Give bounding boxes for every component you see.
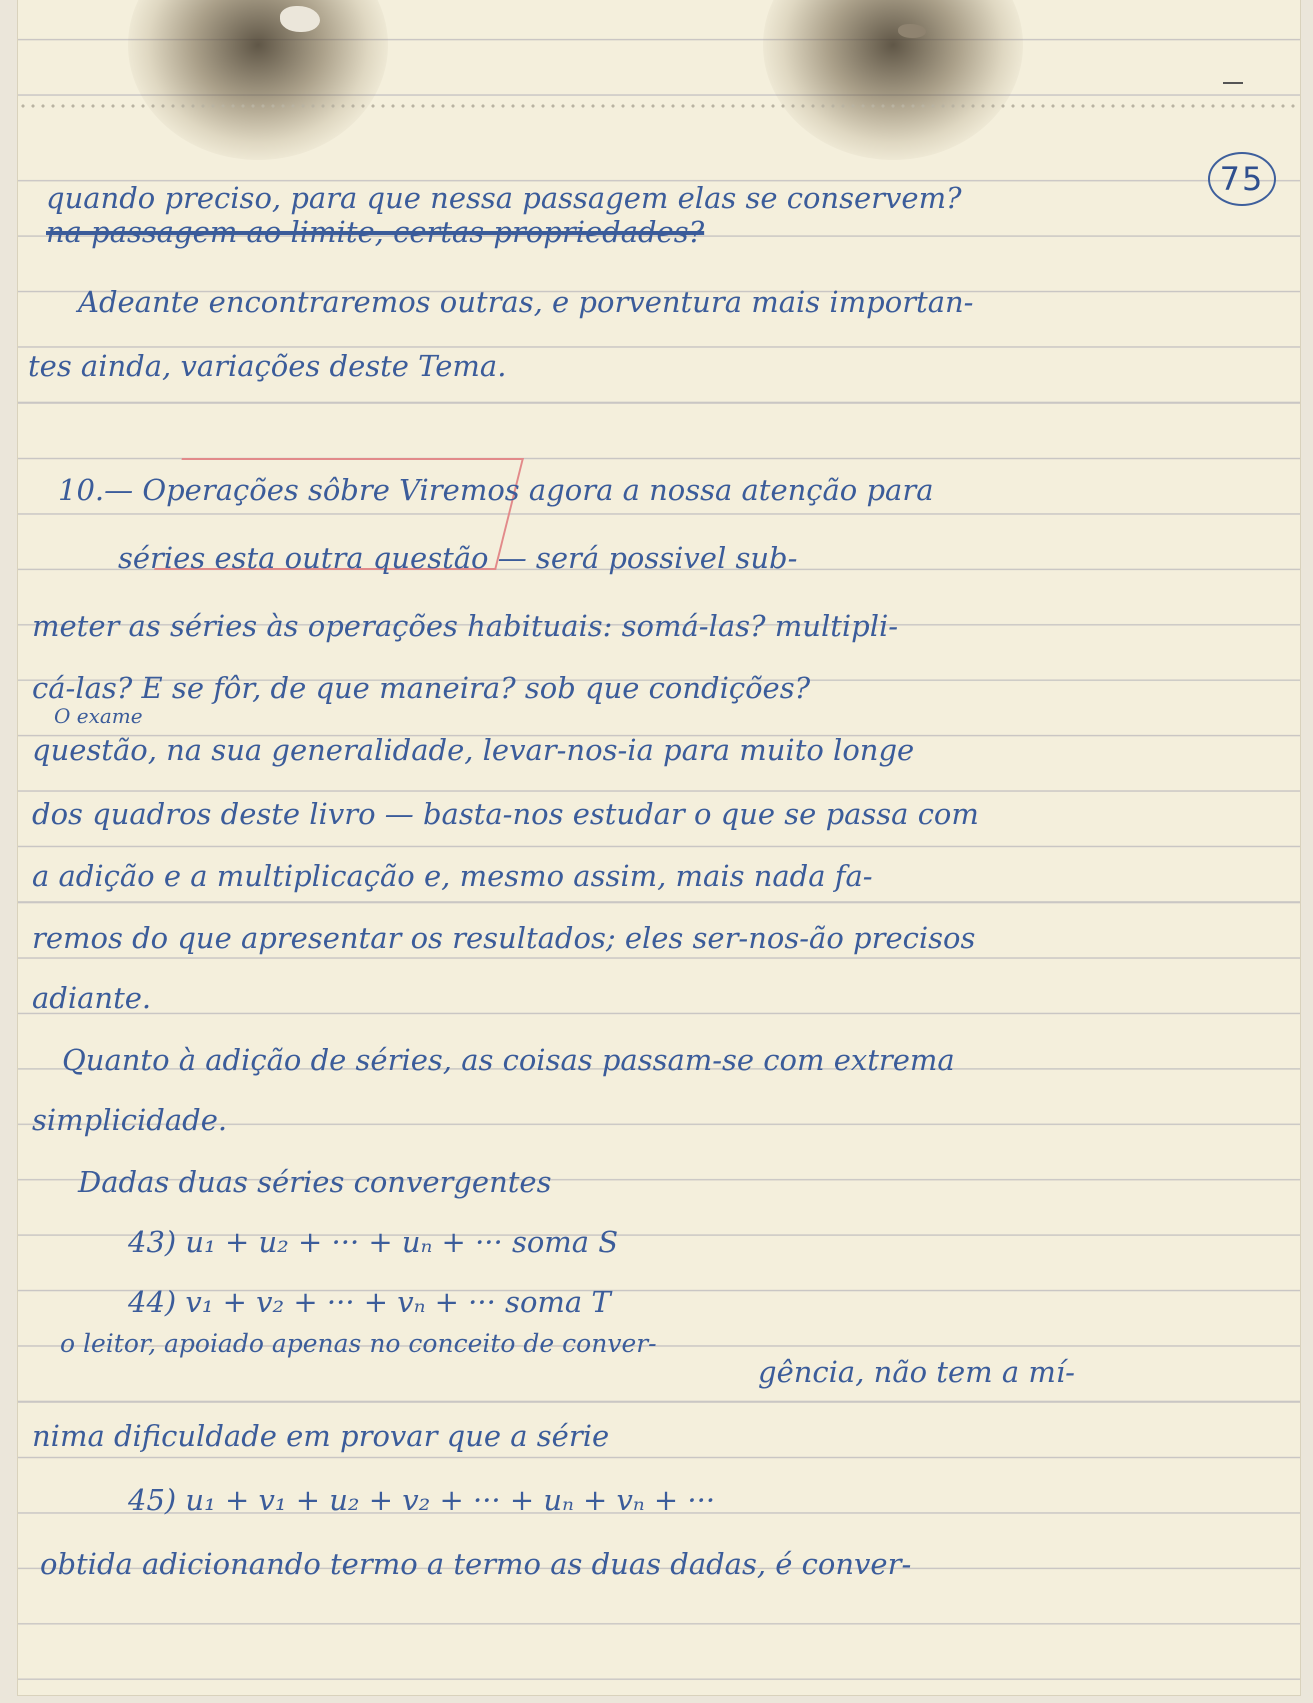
text-line: a adição e a multiplicação e, mesmo assim, mais nada fa-	[32, 859, 873, 893]
text-line: Dadas duas séries convergentes	[78, 1165, 552, 1199]
inserted-word: O exame	[54, 704, 143, 728]
struck-text-line	[60, 1352, 740, 1386]
equation-line: 45) u₁ + v₁ + u₂ + v₂ + ··· + uₙ + vₙ + ···	[128, 1483, 716, 1517]
text-line: séries esta outra questão — será possivel sub-	[118, 541, 798, 575]
text-line: Quanto à adição de séries, as coisas passam-se com extrema	[62, 1043, 955, 1077]
text-line: remos do que apresentar os resultados; eles ser-nos-ão precisos	[32, 921, 976, 955]
text-line: Adeante encontraremos outras, e porventura mais importan-	[78, 285, 974, 319]
notebook-page	[18, 0, 1300, 1695]
torn-hole	[898, 24, 926, 38]
perforation-line	[18, 104, 1300, 108]
text-line: cá-las? E se fôr, de que maneira? sob que condições?	[32, 671, 811, 705]
burn-mark-right	[763, 0, 1023, 160]
page-number: 75	[1208, 152, 1276, 206]
struck-text-line: na passagem ao limite, certas propriedades?	[46, 215, 705, 249]
margin-dash	[1223, 82, 1243, 84]
torn-hole	[280, 6, 320, 32]
text-line: simplicidade.	[32, 1103, 228, 1137]
text-line: gência, não tem a mí-	[758, 1355, 1075, 1389]
text-line: tes ainda, variações deste Tema.	[28, 349, 507, 383]
text-line: meter as séries às operações habituais: somá-las? multipli-	[32, 609, 899, 643]
text-line: dos quadros deste livro — basta-nos estudar o que se passa com	[32, 797, 979, 831]
burn-mark-left	[128, 0, 388, 160]
text-line: obtida adicionando termo a termo as duas dadas, é conver-	[40, 1547, 912, 1581]
text-line: questão, na sua generalidade, levar-nos-ia para muito longe	[32, 733, 915, 767]
text-line: o leitor, apoiado apenas no conceito de conver-	[60, 1329, 657, 1358]
equation-line: 43) u₁ + u₂ + ··· + uₙ + ··· soma S	[128, 1225, 619, 1259]
section-heading-line: 10.— Operações sôbre Viremos agora a nossa atenção para	[58, 473, 934, 507]
text-line: nima dificuldade em provar que a série	[32, 1419, 610, 1453]
text-line: adiante.	[32, 981, 152, 1015]
equation-line: 44) v₁ + v₂ + ··· + vₙ + ··· soma T	[128, 1285, 611, 1319]
text-line: quando preciso, para que nessa passagem elas se conservem?	[46, 181, 962, 215]
